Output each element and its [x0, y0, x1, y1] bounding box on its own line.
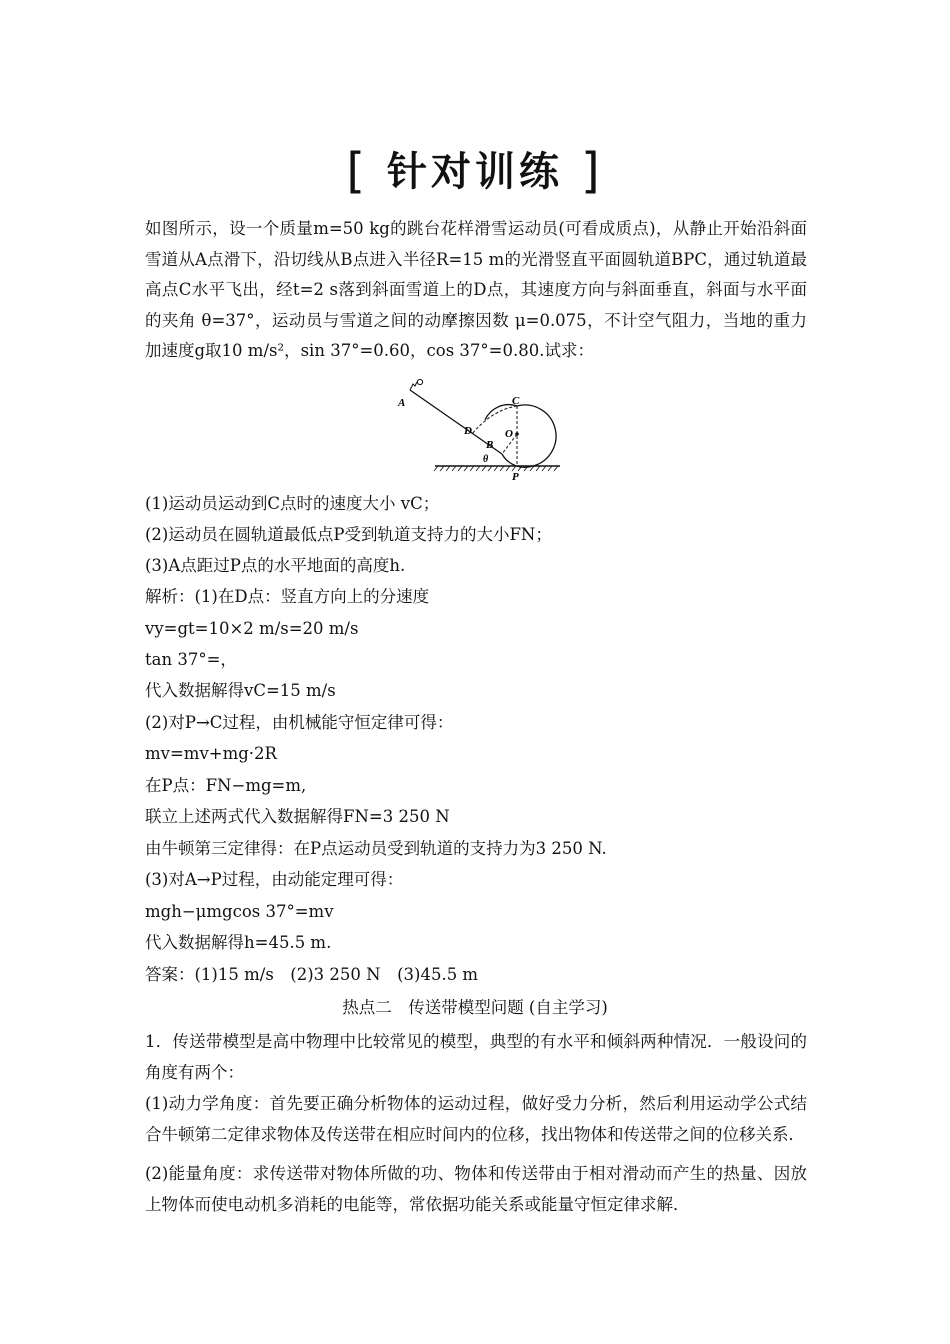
solution-line: (2)对P→C过程，由机械能守恒定律可得：: [145, 713, 454, 732]
question-2: (2)运动员在圆轨道最低点P受到轨道支持力的大小FN；: [145, 525, 552, 544]
label-O: O: [505, 428, 513, 440]
section-intro: 1．传送带模型是高中物理中比较常见的模型，典型的有水平和倾斜两种情况．一般设问的角度有两个：: [145, 1032, 807, 1082]
label-D: D: [464, 425, 472, 437]
answer-line: 答案：(1)15 m/s (2)3 250 N (3)45.5 m: [145, 965, 479, 984]
ski-jump-figure: [380, 372, 580, 484]
solution-line: mgh−μmgcos 37°=mv: [145, 902, 334, 921]
problem-text: 如图所示，设一个质量m=50 kg的跳台花样滑雪运动员(可看成质点)，从静止开始沿斜面雪道从A点滑下，沿切线从B点进入半径R=15 m的光滑竖直平面圆轨道BPC，通过轨道最高点C水平飞出，经t=2 s落到斜面雪道上的D点，其速度方向与斜面垂直，斜面与水平面的夹角 θ=37°，运动员与雪道之间的动摩擦因数 μ=0.075，不计空气阻力，当地的重力加速度g取10 m/s²，sin 37°=0.60，cos 37°=0.80.试求：: [145, 219, 807, 360]
solution-line: 代入数据解得vC=15 m/s: [145, 681, 336, 700]
right-bracket: ]: [580, 143, 604, 199]
solution-line: (3)对A→P过程，由动能定理可得：: [145, 870, 404, 889]
question-3: (3)A点距过P点的水平地面的高度h.: [145, 556, 406, 575]
solution-line: 在P点：FN−mg=m,: [145, 776, 307, 795]
solution-line: 代入数据解得h=45.5 m.: [145, 933, 332, 952]
solution-line: 联立上述两式代入数据解得FN=3 250 N: [145, 807, 450, 826]
label-C: C: [512, 395, 520, 407]
label-A: A: [398, 397, 406, 409]
solution-line: vy=gt=10×2 m/s=20 m/s: [145, 619, 359, 638]
label-P: P: [512, 471, 519, 483]
solution-line: 由牛顿第三定律得：在P点运动员受到轨道的支持力为3 250 N.: [145, 839, 607, 858]
section-point-2: (2)能量角度：求传送带对物体所做的功、物体和传送带由于相对滑动而产生的热量、因放上物体而使电动机多消耗的电能等，常依据功能关系或能量守恒定律求解．: [145, 1164, 807, 1214]
label-B: B: [486, 439, 494, 451]
solution-line: tan 37°=，: [145, 650, 237, 669]
left-bracket: [: [346, 143, 370, 199]
title-text: 针对训练: [387, 149, 563, 195]
page-title: [0, 140, 950, 197]
label-theta: θ: [483, 454, 489, 465]
solution-line: 解析：(1)在D点：竖直方向上的分速度: [145, 587, 430, 606]
solution-line: mv=mv+mg·2R: [145, 744, 277, 763]
section-point-1: (1)动力学角度：首先要正确分析物体的运动过程，做好受力分析，然后利用运动学公式结合牛顿第二定律求物体及传送带在相应时间内的位移，找出物体和传送带之间的位移关系．: [145, 1094, 807, 1144]
section-heading: 热点二 传送带模型问题 (自主学习): [342, 998, 608, 1017]
question-1: (1)运动员运动到C点时的速度大小 vC；: [145, 494, 440, 513]
